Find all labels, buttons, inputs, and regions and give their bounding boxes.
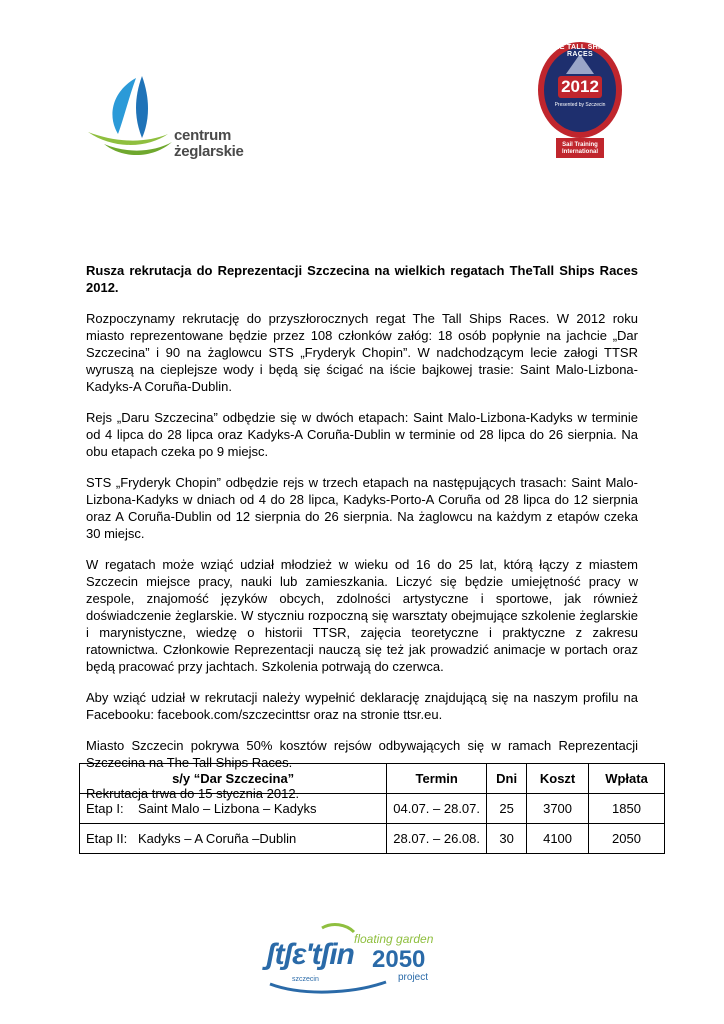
cell-route <box>80 794 387 824</box>
cell-stage: Etap I: <box>86 801 124 816</box>
badge-caption-line1: Sail Training <box>562 142 598 148</box>
header-route: s/y “Dar Szczecina” <box>80 764 387 794</box>
paragraph: Rozpoczynamy rekrutację do przyszłorocznych regat The Tall Ships Races. W 2012 roku miasto reprezentowane będzie przez 108 członków załóg: 18 osób popłynie na jachcie „Dar Szczecina” i 90 na żaglowcu STS „Fryderyk Chopin”. W nadchodzącym lecie załogi TTSR wyruszą na cieplejsze wody i będą się ścigać na iście bajkowej trasie: Saint Malo-Lizbona-Kadyks-A Coruña-Dublin. <box>86 311 638 394</box>
szczecin-2050-logo <box>262 920 442 996</box>
cell-term: 04.07. – 28.07. <box>387 794 487 824</box>
cell-days: 25 <box>487 794 527 824</box>
centrum-zeglarskie-logo <box>84 72 244 168</box>
logo-tagline: floating garden <box>354 932 434 946</box>
badge-sub-text: Presented by Szczecin <box>554 102 606 108</box>
cell-stage: Etap II: <box>86 831 128 846</box>
paragraph: Miasto Szczecin pokrywa 50% kosztów rejsów odbywających się w ramach Reprezentacji Szczecina na The Tall Ships Races. <box>86 738 638 770</box>
logo-city: szczecin <box>292 976 319 983</box>
paragraph: W regatach może wziąć udział młodzież w wieku od 16 do 25 lat, którą łączy z miastem Szczecin miejsce pracy, nauki lub zamieszkania. Liczyć się będzie umiejętność pracy w zespole, znajomość języków obcych, zdolności artystyczne i sportowe, jak również doświadczenie żeglarskie. W styczniu rozpoczną się warsztaty obejmujące szkolenie żeglarskie i marynistyczne, wiedzę o historii TTSR, zajęcia teoretyczne i praktyczne z zakresu ratownictwa. Członkowie Reprezentacji nauczą się też jak prowadzić animacje w portach oraz będą pracować przy jachtach. Szkolenia potrwają do czerwca. <box>86 557 638 674</box>
cell-route-text: Saint Malo – Lizbona – Kadyks <box>138 801 317 816</box>
table-row <box>80 824 665 854</box>
logo-wordmark: ʃtʃɛ'tʃin <box>266 938 354 971</box>
cell-fee: 1850 <box>589 794 665 824</box>
header-fee: Wpłata <box>589 764 665 794</box>
tall-ships-races-badge <box>536 40 624 160</box>
paragraph: Rekrutacja trwa do 15 stycznia 2012. <box>86 786 300 801</box>
logo-year: 2050 <box>372 946 426 973</box>
table-row <box>80 794 665 824</box>
voyage-table <box>79 763 665 854</box>
badge-year: 2012 <box>561 77 599 96</box>
header-cost: Koszt <box>527 764 589 794</box>
logo-line-centrum: centrum <box>174 127 232 144</box>
cell-cost: 3700 <box>527 794 589 824</box>
document-title: Rusza rekrutacja do Reprezentacji Szczecina na wielkich regatach TheTall Ships Races 2012. <box>86 263 638 295</box>
badge-caption-line2: International <box>561 149 598 155</box>
header-term: Termin <box>387 764 487 794</box>
logo-line-zeglarskie: żeglarskie <box>174 143 244 160</box>
cell-route <box>80 824 387 854</box>
document-body <box>86 262 638 816</box>
badge-caption <box>558 142 602 156</box>
paragraph: Aby wziąć udział w rekrutacji należy wypełnić deklarację znajdującą się na naszym profilu na Facebooku: facebook.com/szczecinttsr oraz na stronie ttsr.eu. <box>86 690 638 722</box>
logo-project: project <box>398 972 429 983</box>
header-days: Dni <box>487 764 527 794</box>
paragraph: STS „Fryderyk Chopin” odbędzie rejs w trzech etapach na następujących trasach: Saint Malo-Lizbona-Kadyks w dniach od 4 do 28 lipca, Kadyks-Porto-A Coruña od 28 lipca do 12 sierpnia oraz A Coruña-Dublin od 12 sierpnia do 26 sierpnia. Na żaglowcu na każdym z etapów czeka 30 miejsc. <box>86 475 638 541</box>
cell-fee: 2050 <box>589 824 665 854</box>
cell-cost: 4100 <box>527 824 589 854</box>
table-header-row <box>80 764 665 794</box>
paragraph: Rejs „Daru Szczecina” odbędzie się w dwóch etapach: Saint Malo-Lizbona-Kadyks w terminie od 4 lipca do 28 lipca oraz Kadyks-A Coruña-Dublin w terminie od 28 lipca do 26 sierpnia. Na obu etapach czeka po 9 miejsc. <box>86 410 638 459</box>
cell-route-text: Kadyks – A Coruña –Dublin <box>138 831 297 846</box>
badge-top-text: THE TALL SHIPS RACES <box>549 44 611 58</box>
cell-days: 30 <box>487 824 527 854</box>
cell-term: 28.07. – 26.08. <box>387 824 487 854</box>
